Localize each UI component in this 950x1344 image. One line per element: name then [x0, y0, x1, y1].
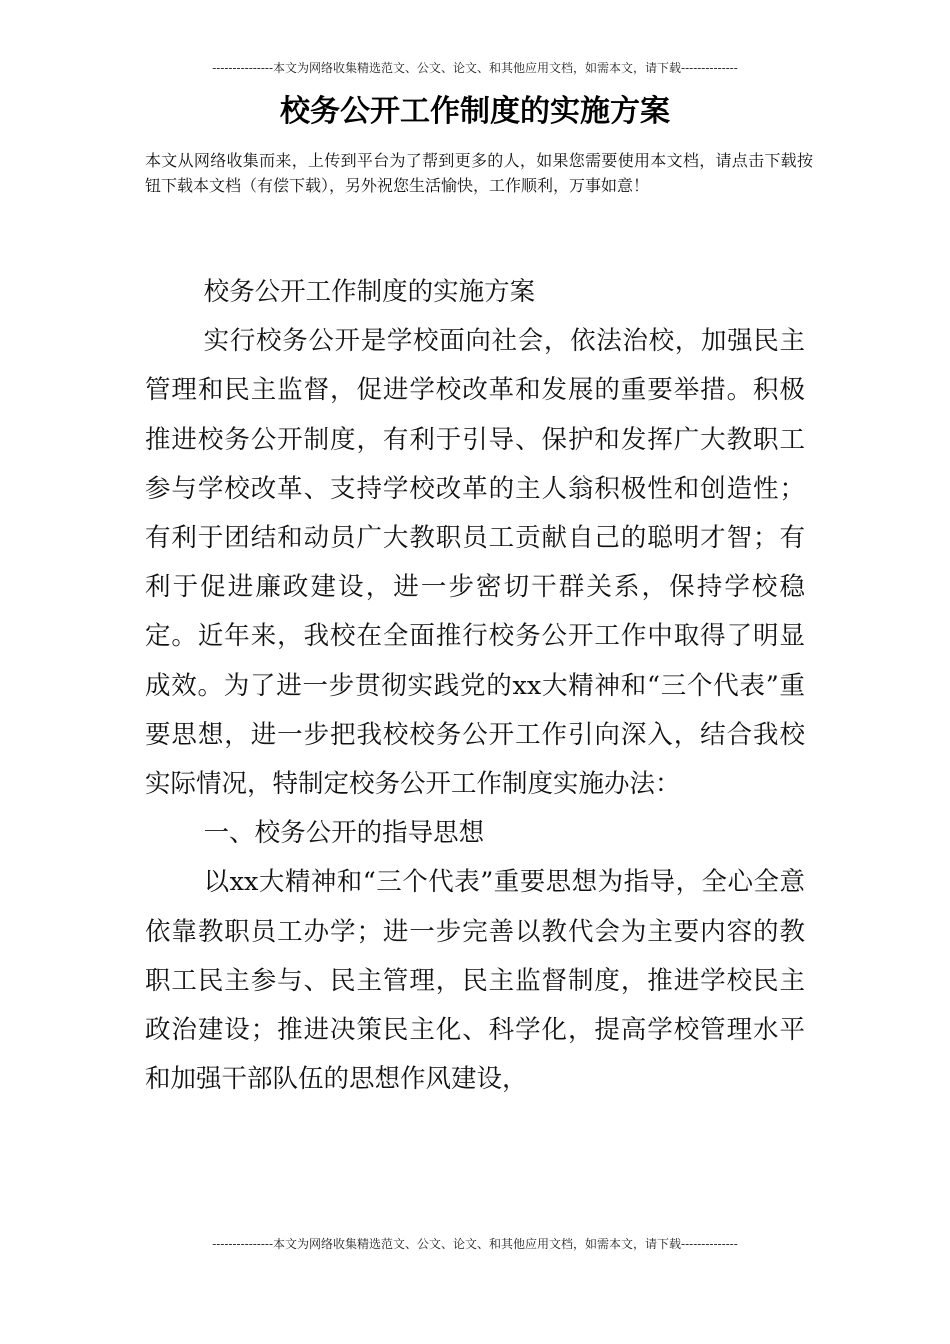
- page-footer: ---------------本文为网络收集精选范文、公文、论文、和其他应用文档，如需本文，请下载--------------: [212, 1237, 738, 1251]
- document-title: 校务公开工作制度的实施方案: [280, 94, 670, 129]
- page-header: ---------------本文为网络收集精选范文、公文、论文、和其他应用文档，如需本文，请下载--------------: [212, 61, 738, 75]
- section-heading-1: 一、校务公开的指导思想: [203, 818, 485, 849]
- body-subtitle: 校务公开工作制度的实施方案: [203, 277, 536, 307]
- body-paragraph-1: 实行校务公开是学校面向社会，依法治校，加强民主管理和民主监督，促进学校改革和发展的重要举措。积极推进校务公开制度，有利于引导、保护和发挥广大教职工参与学校改革、支持学校改革的主人翁积极性和创造性；有利于团结和动员广大教职员工贡献自己的聪明才智；有利于促进廉政建设，进一步密切干群关系，保持学校稳定。近年来，我校在全面推行校务公开工作中取得了明显成效。为了进一步贯彻实践党的xx大精神和“三个代表”重要思想，进一步把我校校务公开工作引向深入，结合我校实际情况，特制定校务公开工作制度实施办法：: [145, 326, 805, 800]
- body-paragraph-2: 以xx大精神和“三个代表”重要思想为指导，全心全意依靠教职员工办学；进一步完善以教代会为主要内容的教职工民主参与、民主管理，民主监督制度，推进学校民主政治建设；推进决策民主化、科学化，提高学校管理水平和加强干部队伍的思想作风建设，: [145, 867, 805, 1095]
- download-notice: 本文从网络收集而来，上传到平台为了帮到更多的人，如果您需要使用本文档，请点击下载按钮下载本文档（有偿下载），另外祝您生活愉快，工作顺利，万事如意！: [145, 151, 813, 195]
- document-body: [145, 268, 805, 1104]
